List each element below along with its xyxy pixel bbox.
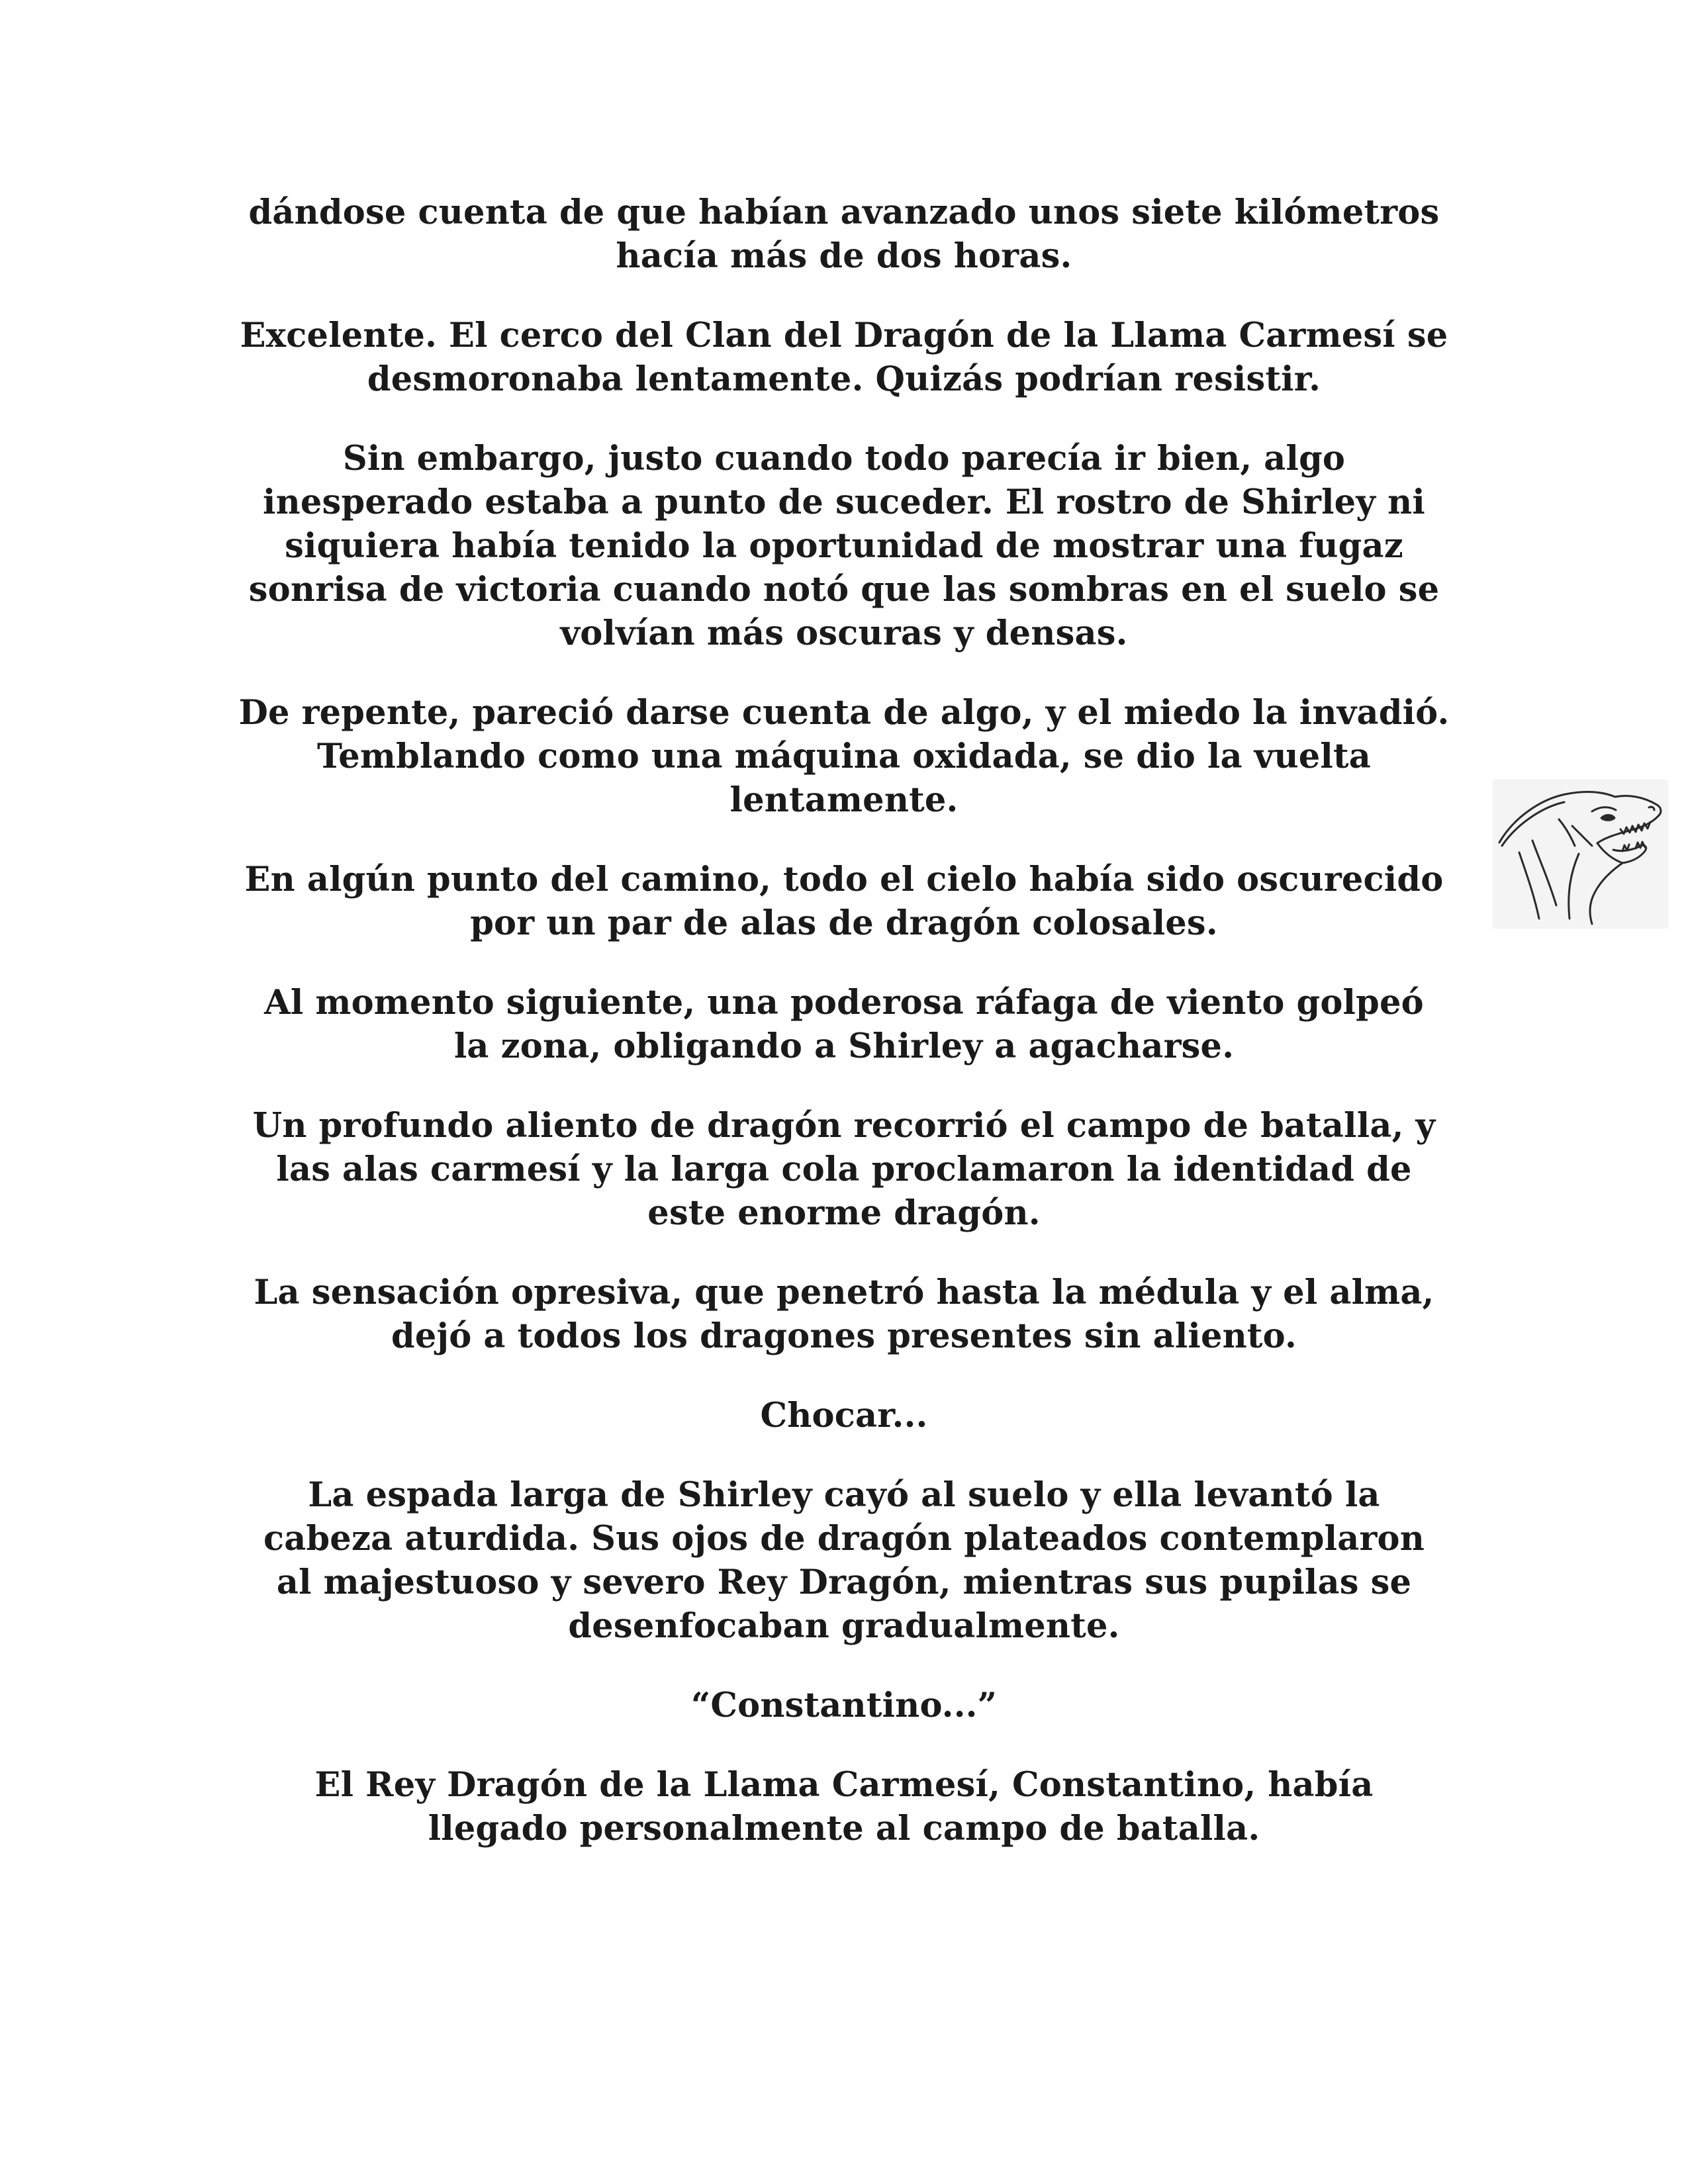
paragraph: [228, 1394, 1460, 1437]
text-line: En algún punto del camino, todo el cielo había sido oscurecido: [244, 860, 1444, 899]
text-line: lentamente.: [729, 780, 959, 820]
text-line: dejó a todos los dragones presentes sin aliento.: [391, 1316, 1297, 1356]
text-line: las alas carmesí y la larga cola proclamaron la identidad de: [276, 1150, 1412, 1189]
text-line: siquiera había tenido la oportunidad de mostrar una fugaz: [285, 526, 1403, 566]
text-line: Temblando como una máquina oxidada, se dio la vuelta: [316, 737, 1372, 776]
text-line: desenfocaban gradualmente.: [568, 1606, 1120, 1646]
text-line: El Rey Dragón de la Llama Carmesí, Constantino, había: [314, 1765, 1374, 1805]
text-line: Un profundo aliento de dragón recorrió el campo de batalla, y: [252, 1106, 1436, 1146]
text-line: Al momento siguiente, una poderosa ráfaga de viento golpeó: [264, 983, 1424, 1023]
paragraph: [228, 191, 1460, 278]
text-line: sonrisa de victoria cuando notó que las sombras en el suelo se: [248, 570, 1440, 610]
text-line: Chocar...: [760, 1396, 928, 1435]
text-line: De repente, pareció darse cuenta de algo, y el miedo la invadió.: [238, 693, 1450, 733]
paragraph: [228, 691, 1460, 822]
text-line: este enorme dragón.: [647, 1193, 1041, 1233]
text-line: La sensación opresiva, que penetró hasta la médula y el alma,: [254, 1273, 1434, 1312]
body-text: [228, 191, 1460, 1886]
text-line: La espada larga de Shirley cayó al suelo y ella levantó la: [308, 1475, 1380, 1515]
text-line: desmoronaba lentamente. Quizás podrían resistir.: [367, 359, 1321, 399]
text-line: al majestuoso y severo Rey Dragón, mientras sus pupilas se: [276, 1563, 1412, 1602]
text-line: “Constantino...”: [690, 1686, 998, 1725]
paragraph: [228, 1271, 1460, 1358]
paragraph: [228, 314, 1460, 401]
paragraph: [228, 437, 1460, 655]
text-line: dándose cuenta de que habían avanzado unos siete kilómetros: [248, 193, 1440, 232]
paragraph: [228, 1763, 1460, 1850]
text-line: cabeza aturdida. Sus ojos de dragón plateados contemplaron: [263, 1519, 1425, 1559]
dinosaur-head-icon: [1493, 780, 1668, 929]
text-line: por un par de alas de dragón colosales.: [470, 903, 1218, 943]
text-line: Sin embargo, justo cuando todo parecía ir bien, algo: [342, 439, 1346, 478]
text-line: volvían más oscuras y densas.: [560, 614, 1128, 653]
text-line: inesperado estaba a punto de suceder. El rostro de Shirley ni: [263, 482, 1425, 522]
paragraph: [228, 1104, 1460, 1235]
text-line: Excelente. El cerco del Clan del Dragón de la Llama Carmesí se: [240, 316, 1448, 355]
paragraph: [228, 858, 1460, 945]
text-line: hacía más de dos horas.: [616, 236, 1072, 276]
paragraph: [228, 981, 1460, 1068]
paragraph: [228, 1684, 1460, 1727]
paragraph: [228, 1473, 1460, 1648]
text-line: la zona, obligando a Shirley a agacharse.: [453, 1026, 1235, 1066]
text-line: llegado personalmente al campo de batalla.: [428, 1809, 1260, 1848]
